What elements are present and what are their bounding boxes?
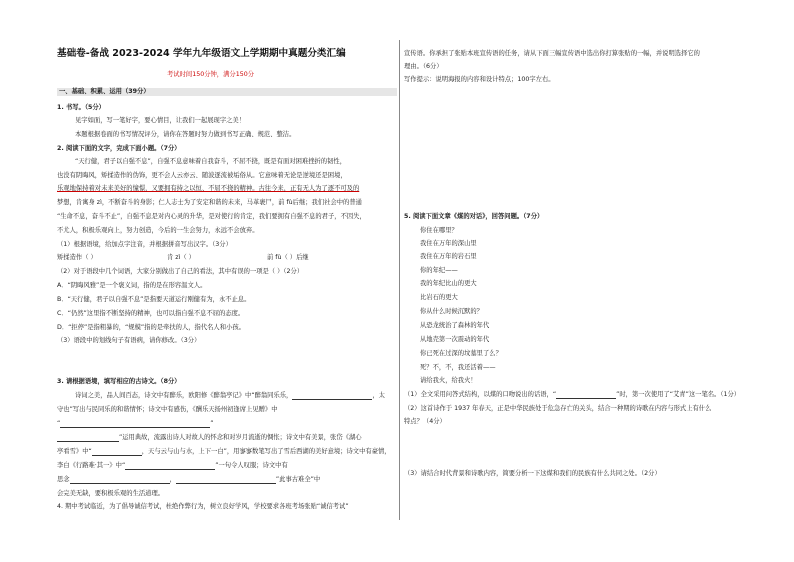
- q5-sub1: （1）全文采用问答式结构，以煤的口吻说出的话语，“ ”时，第一次使用了“艾青”这一笔名。（1分）: [404, 391, 741, 398]
- q2-sub2: （2）对于语段中几个词语，大家分别做出了自己的看法，其中有误的一项是（ ）（2分）: [57, 268, 304, 275]
- fill-blank[interactable]: [92, 448, 142, 456]
- q5-sub3: （3）请结合时代背景和诗歌内容，简要分析一下这煤和我们的民族有什么共同之处。（2分）: [404, 470, 661, 477]
- q4-line: 4. 期中考试临近，为了倡导诚信考试，杜绝作弊行为，树立良好学风，学校要求各班考场张贴“诚信考试”: [57, 503, 349, 510]
- q5-heading: 5. 阅读下面文章《煤的对话》，回答问题。（7分）: [404, 213, 544, 220]
- poem-line: 你的年纪——: [420, 267, 458, 274]
- poem-line: 我的年纪比山的更大: [420, 280, 477, 287]
- q3-line-6: 李白《行路难·其一》中“ ”一句令人叹服；诗文中有: [57, 462, 288, 469]
- poem-line: 比岩石的更大: [420, 294, 458, 301]
- fill-blank[interactable]: [556, 391, 616, 399]
- q3-line-5: 亭看雪》中“ ，天与云与山与水，上下一白”，用寥寥数笔写出了雪后西湖的美好意境；诗文中有豪情，: [57, 448, 391, 455]
- q2-option-d: D．“拒停”是指粗暴的，“规模”指的是牵扶的人，指代名人和小孩。: [57, 324, 245, 331]
- exam-info: 考试时间150分钟，满分150分: [167, 71, 255, 78]
- poem-line: 你住在哪里？: [420, 227, 458, 234]
- page-title: 基础卷-备战 2023-2024 学年九年级语文上学期期中真题分类汇编: [57, 48, 346, 59]
- q3-line-3: “ ”: [57, 420, 214, 427]
- q3-line-8: 会完美无缺，要积极乐观的生活道理。: [57, 490, 165, 497]
- q2-sub3: （3）语段中的划线句子有语病，请你修改。（3分）: [57, 337, 201, 344]
- q2-option-a: A．“阴晦风雅”是一个褒义词，指的是在形容温文人。: [57, 282, 207, 289]
- q2-para-5: “生命不息，奋斗不止”，自强不息是对内心灵的升华，是对使行的肯定，我们要拥有自强不息的君子，不因失，: [57, 213, 366, 220]
- column-divider: [399, 40, 400, 520]
- q3-heading: 3. 请根据语境，填写相应的古诗文。（8分）: [57, 378, 181, 385]
- q5-sub2-line-2: 特点？（4分）: [404, 418, 446, 425]
- q2-para-1: “天行健，君子以自强不息”，自强不息意味着自我奋斗，不屈不挠，既是有面对困难挫折的韧性，: [75, 158, 346, 165]
- q2-para-3: 乐观地保持着对未来美好的憧憬，又要拥有持之以恒、不屈不挠的精神。古往今来，正有无人为了逐不可及的: [57, 185, 360, 192]
- fill-blank[interactable]: [125, 462, 215, 470]
- fill-blank[interactable]: [60, 420, 210, 428]
- q2-sub1-item-3: 前 fù（ ）后继: [267, 254, 309, 261]
- fill-blank[interactable]: [176, 476, 276, 484]
- q1-text-1: 见字如面，写一笔好字，要心情目，让我们一起展现字之美！: [75, 117, 246, 124]
- q1-heading: 1. 书写。（5分）: [57, 104, 105, 111]
- poem-line: 我住在万年的深山里: [420, 240, 477, 247]
- q3-line-4: ”运用典故，流露出诗人对故人的怀念和对岁月流逝的惆怅；诗文中有美景，张岱《湖心: [57, 434, 362, 442]
- fill-blank[interactable]: [70, 476, 170, 484]
- q2-para-6: 不尤人，积极乐观向上，努力创造，今后的一生会努力，永远不会放弃。: [57, 227, 259, 234]
- poem-line: 从恐龙统治了森林的年代: [420, 322, 490, 329]
- poem-line: 死？不，不，我还活着——: [420, 364, 496, 371]
- poem-line: 你从什么时候沉默的？: [420, 308, 483, 315]
- q2-sub1-item-1: 矫揉造作（ ）: [57, 254, 97, 261]
- fill-blank[interactable]: [292, 392, 372, 400]
- q5-sub2-line-1: （2）这首诗作于 1937 年春天，正是中华民族处于危急存亡的关头，结合一种期的诗歌在内容与形式上有什么: [404, 405, 712, 412]
- poem-line: 我住在万年的岩石里: [420, 253, 477, 260]
- q3-line-2: 守也”写出与民同乐的和谐情怀；诗文中有感伤，《酬乐天扬州初逢席上见赠》中: [57, 406, 278, 413]
- q2-para-2: 也没有阴晦风，矫揉造作的伪饰，更不会人云亦云、随波逐流被垢俗从。它意味着无论是逆境还是困境，: [57, 172, 347, 179]
- poem-line: 从地壳第一次震动的年代: [420, 336, 490, 343]
- poem-line: 请给我火，给我火！: [420, 377, 477, 384]
- q2-option-c: C．“仍然”这里指不断坚持的精神，也可以指自强不息不屈的态度。: [57, 310, 245, 317]
- fill-blank[interactable]: [57, 434, 119, 442]
- q4-writing-tip: 写作提示：说明海报的内容和设计特点；100字左右。: [404, 76, 555, 83]
- q2-sub1: （1）根据语境，给加点字注音，并根据拼音写出汉字。（3分）: [57, 241, 232, 248]
- q2-option-b: B．“天行健，君子以自强不息”是指要天道运行刚健有为，永不止息。: [57, 296, 251, 303]
- q2-para-4: 梦想，肯寓身 zì，不断奋斗的身影；仁人志士为了安定和谐的未来，马革裹尸，前 fù后继；我们社会中的普通: [57, 199, 362, 206]
- q4-continued-1: 宣传语。你承担了张贴本班宣传语的任务，请从下面三幅宣传语中选出你打算张贴的一幅，并说明选择它的: [404, 50, 700, 57]
- q3-line-7: 思念 ， ”此事古难全”中: [57, 476, 321, 483]
- q3-line-1: 诗词之美，品人间百态，诗文中有醉乐，欧阳修《醉翁亭记》中“醉翁同乐乐， ，太: [75, 392, 385, 399]
- q1-text-2: 本题根据卷面的书写情况评分，请你在答题时努力做到书写正确、规范、整洁。: [75, 131, 296, 138]
- q4-continued-2: 理由。（6分）: [404, 63, 443, 70]
- poem-line: 你已死在过深的坟墓里了么？: [420, 350, 502, 357]
- q2-heading: 2. 阅读下面的文字，完成下面小题。（7分）: [57, 145, 181, 152]
- section-heading: 一、基础、积累、运用（39分）: [59, 88, 150, 95]
- q2-sub1-item-2: 肯 zì（ ）: [167, 254, 195, 261]
